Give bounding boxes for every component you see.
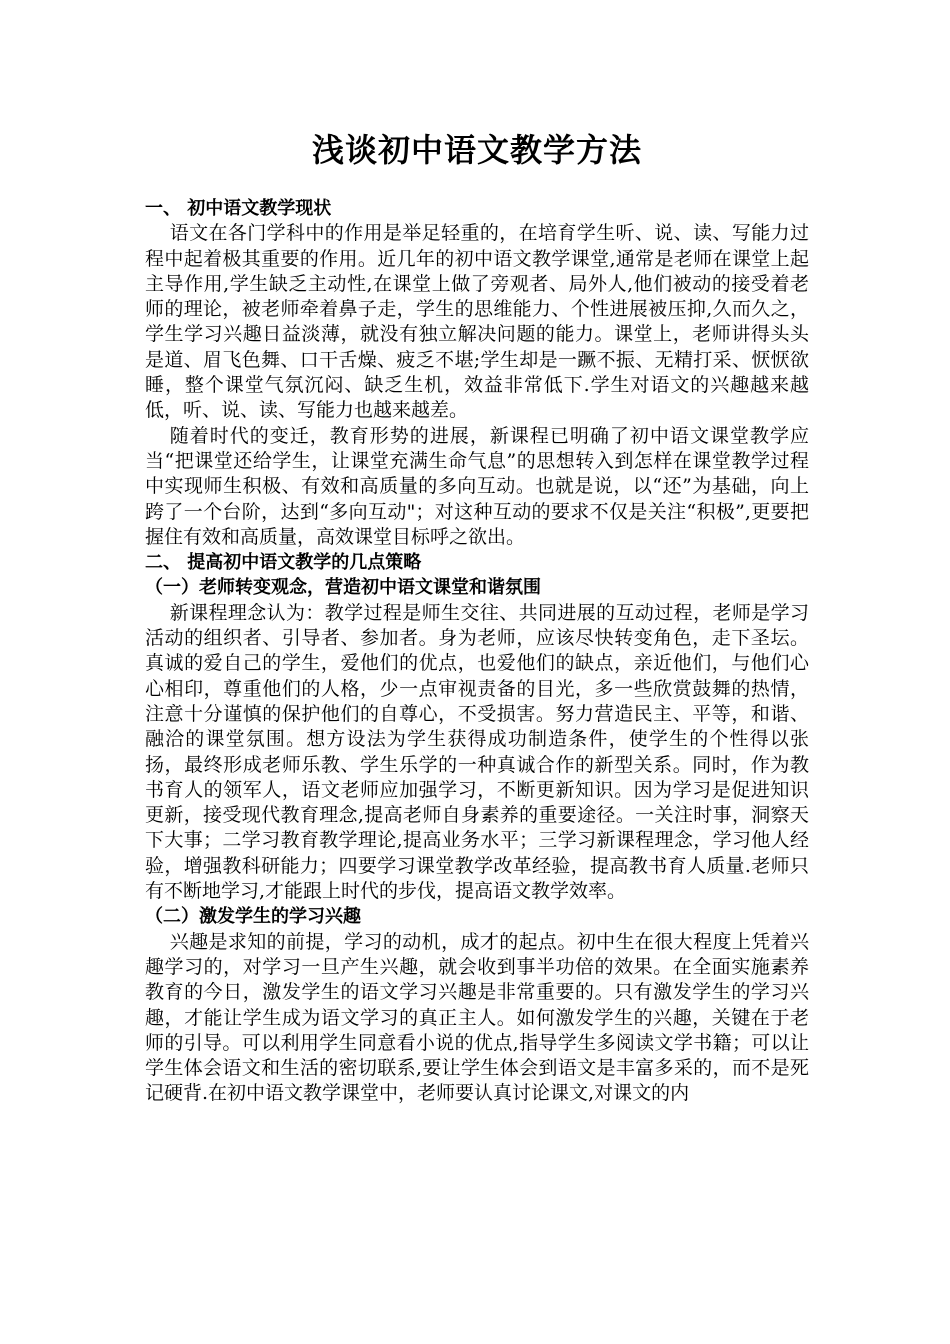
section-heading-2: 二、 提高初中语文教学的几点策略 [145, 552, 422, 574]
paragraph: 随着时代的变迁，教育形势的进展，新课程已明确了初中语文课堂教学应当“把课堂还给学生，让课堂充满生命气息”的思想转入到怎样在课堂教学过程中实现师生积极、有效和高质量的多向互动。也就是说，以“还”为基础，向上跨了一个台阶，达到“多向互动"；对这种互动的要求不仅是关注“积极”,更要把握住有效和高质量，高效课堂目标呼之欲出。 [145, 424, 809, 548]
subsection-heading-2: （二）激发学生的学习兴趣 [145, 906, 361, 928]
section-heading-1: 一、 初中语文教学现状 [145, 198, 332, 219]
paragraph: 兴趣是求知的前提，学习的动机，成才的起点。初中生在很大程度上凭着兴趣学习的，对学习一旦产生兴趣，就会收到事半功倍的效果。在全面实施素养教育的今日，激发学生的语文学习兴趣是非常重要的。只有激发学生的学习兴趣，才能让学生成为语文学习的真正主人。如何激发学生的兴趣，关键在于老师的引导。可以利用学生同意看小说的优点,指导学生多阅读文学书籍；可以让学生体会语文和生活的密切联系,要让学生体会到语文是丰富多采的，而不是死记硬背.在初中语文教学课堂中，老师要认真讨论课文,对课文的内 [145, 930, 809, 1105]
document-body [145, 196, 809, 1107]
subsection-heading-1: （一）老师转变观念，营造初中语文课堂和谐氛围 [145, 577, 541, 599]
paragraph: 语文在各门学科中的作用是举足轻重的，在培育学生听、说、读、写能力过程中起着极其重要的作用。近几年的初中语文教学课堂,通常是老师在课堂上起主导作用,学生缺乏主动性,在课堂上做了旁观者、局外人,他们被动的接受着老师的理论，被老师牵着鼻子走，学生的思维能力、个性进展被压抑,久而久之，学生学习兴趣日益淡薄，就没有独立解决问题的能力。课堂上，老师讲得头头是道、眉飞色舞、口干舌燥、疲乏不堪;学生却是一蹶不振、无精打采、恹恹欲睡，整个课堂气氛沉闷、缺乏生机，效益非常低下.学生对语文的兴趣越来越低，听、说、读、写能力也越来越差。 [145, 222, 809, 422]
document-title: 浅谈初中语文教学方法 [311, 131, 642, 169]
paragraph: 新课程理念认为：教学过程是师生交往、共同进展的互动过程，老师是学习活动的组织者、引导者、参加者。身为老师，应该尽快转变角色，走下圣坛。真诚的爱自己的学生，爱他们的优点，也爱他们的缺点，亲近他们，与他们心心相印，尊重他们的人格，少一点审视责备的目光，多一些欣赏鼓舞的热情，注意十分谨慎的保护他们的自尊心，不受损害。努力营造民主、平等，和谐、融洽的课堂氛围。想方设法为学生获得成功制造条件，使学生的个性得以张扬，最终形成老师乐教、学生乐学的一种真诚合作的新型关系。同时，作为教书育人的领军人，语文老师应加强学习，不断更新知识。因为学习是促进知识更新，接受现代教育理念,提高老师自身素养的重要途径。一关注时事，洞察天下大事；二学习教育教学理论,提高业务水平；三学习新课程理念，学习他人经验，增强教科研能力；四要学习课堂教学改革经验，提高教书育人质量.老师只有不断地学习,才能跟上时代的步伐，提高语文教学效率。 [145, 601, 809, 903]
